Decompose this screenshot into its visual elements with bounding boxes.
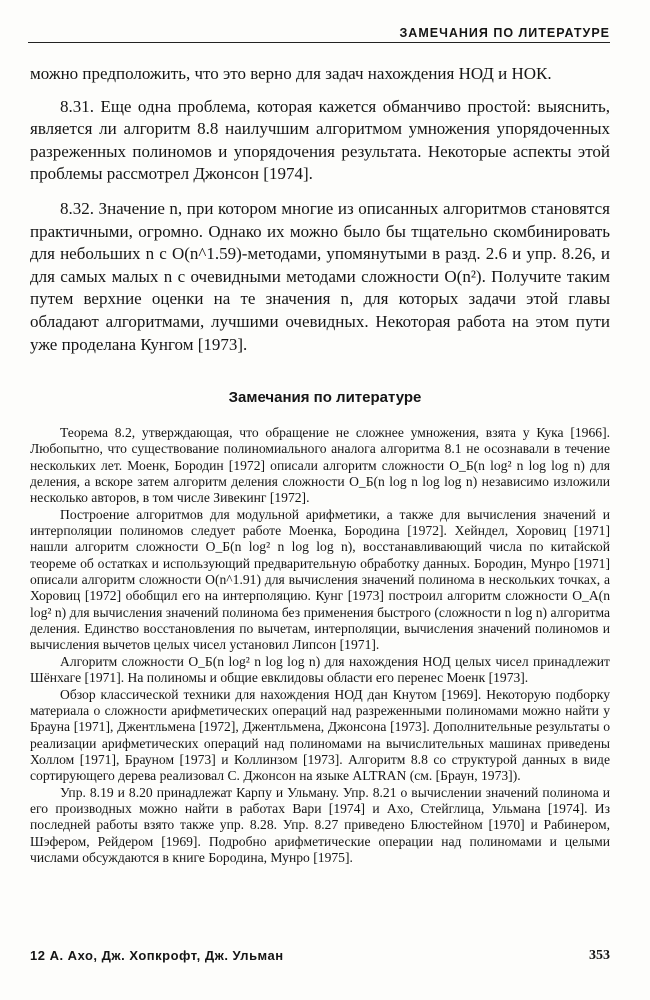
page-footer (30, 948, 610, 964)
section-heading: Замечания по литературе (228, 389, 422, 406)
exercise-continuation-block (30, 63, 610, 368)
notes-paragraph: Упр. 8.19 и 8.20 принадлежат Карпу и Ульману. Упр. 8.21 о вычислении значений полинома и его производных можно найти в работах Вари [1974] и Ахо, Стейглица, Ульмана [1974]. Из последней работы взято также упр. 8.28. Упр. 8.27 приведено Блюстейном [1970] и Рабинером, Шэфером, Рейдером [1969]. Подробно арифметические операции над полиномами и целыми числами обсуждаются в книге Бородина, Мунро [1975]. (30, 784, 610, 865)
notes-paragraph: Обзор классической техники для нахождения НОД дан Кнутом [1969]. Некоторую подборку материала о сложности арифметических операций над разреженными полиномами можно найти у Брауна [1971], Джентльмена [1972], Джентльмена, Джонсона [1973]. Дополнительные результаты о реализации арифметических операций над полиномами на вычислительных машинах приведены Холлом [1971], Брауном [1973] и Коллинзом [1973]. Алгоритм 8.8 со структурой данных в виде сортирующего дерева реализовал С. Джонсон на языке ALTRAN (см. [Браун, 1973]). (30, 686, 610, 784)
notes-paragraph: Построение алгоритмов для модульной арифметики, а также для вычисления значений и интерполяции полиномов следует работе Моенка, Бородина [1972]. Хейндел, Хоровиц [1971] нашли алгоритм сложности O_Б(n log² n log log n), восстанавливающий числа по китайской теореме об остатках и использующий предварительную обработку данных. Бородин, Мунро [1971] описали алгоритм сложности O(n^1.91) для вычисления значений полинома в нескольких точках, а Хоровиц [1972] обобщил его на интерполяцию. Кунг [1973] построил алгоритм сложности O_A(n log² n) для вычисления значений полинома без применения быстрого (сложности n log n) алгоритма деления. Единство восстановления по вычетам, интерполяции, вычисления значений полиномов и вычисления вычетов целых чисел установил Липсон [1971]. (30, 506, 610, 653)
notes-paragraph: Алгоритм сложности O_Б(n log² n log log n) для нахождения НОД целых чисел принадлежит Шёнхаге [1971]. На полиномы и общие евклидовы области его перенес Моенк [1973]. (30, 653, 610, 686)
exercise-8-32: 8.32. Значение n, при котором многие из описанных алгоритмов становятся практичными, огромно. Однако их можно было бы тщательно скомбинировать для небольших n с O(n^1.59)-методами, упомянутыми в разд. 2.6 и упр. 8.26, и для самых малых n с очевидными методами сложности O(n²). Получите таким путем верхние оценки на те значения n, для которых задачи этой главы обладают алгоритмами, лучшими очевидных. Некоторая работа на этом пути уже проделана Кунгом [1973]. (30, 198, 610, 354)
exercise-continuation-text: можно предположить, что это верно для задач нахождения НОД и НОК. (30, 64, 552, 83)
page-number: 353 (589, 948, 610, 963)
notes-paragraph: Теорема 8.2, утверждающая, что обращение не сложнее умножения, взята у Кука [1966]. Любопытно, что существование полиномиального аналога алгоритма 8.1 не осознавали в течение нескольких лет. Моенк, Бородин [1972] описали алгоритм сложности O_Б(n log² n log log n) для деления, а вскоре затем алгоритм деления сложности O_Б(n log n log log n) независимо изложили несколько авторов, в том числе Зивекинг [1972]. (30, 425, 610, 506)
signature-mark: 12 А. Ахо, Дж. Хопкрофт, Дж. Ульман (30, 948, 284, 963)
running-header: ЗАМЕЧАНИЯ ПО ЛИТЕРАТУРЕ (28, 26, 610, 43)
bibliographic-notes (30, 425, 610, 866)
exercise-8-31: 8.31. Еще одна проблема, которая кажется обманчиво простой: выяснить, является ли алгоритм 8.8 наилучшим алгоритмом умножения упорядоченных разреженных полиномов и упорядочения результата. Некоторые аспекты этой проблемы рассмотрел Джонсон [1974]. (30, 96, 610, 184)
